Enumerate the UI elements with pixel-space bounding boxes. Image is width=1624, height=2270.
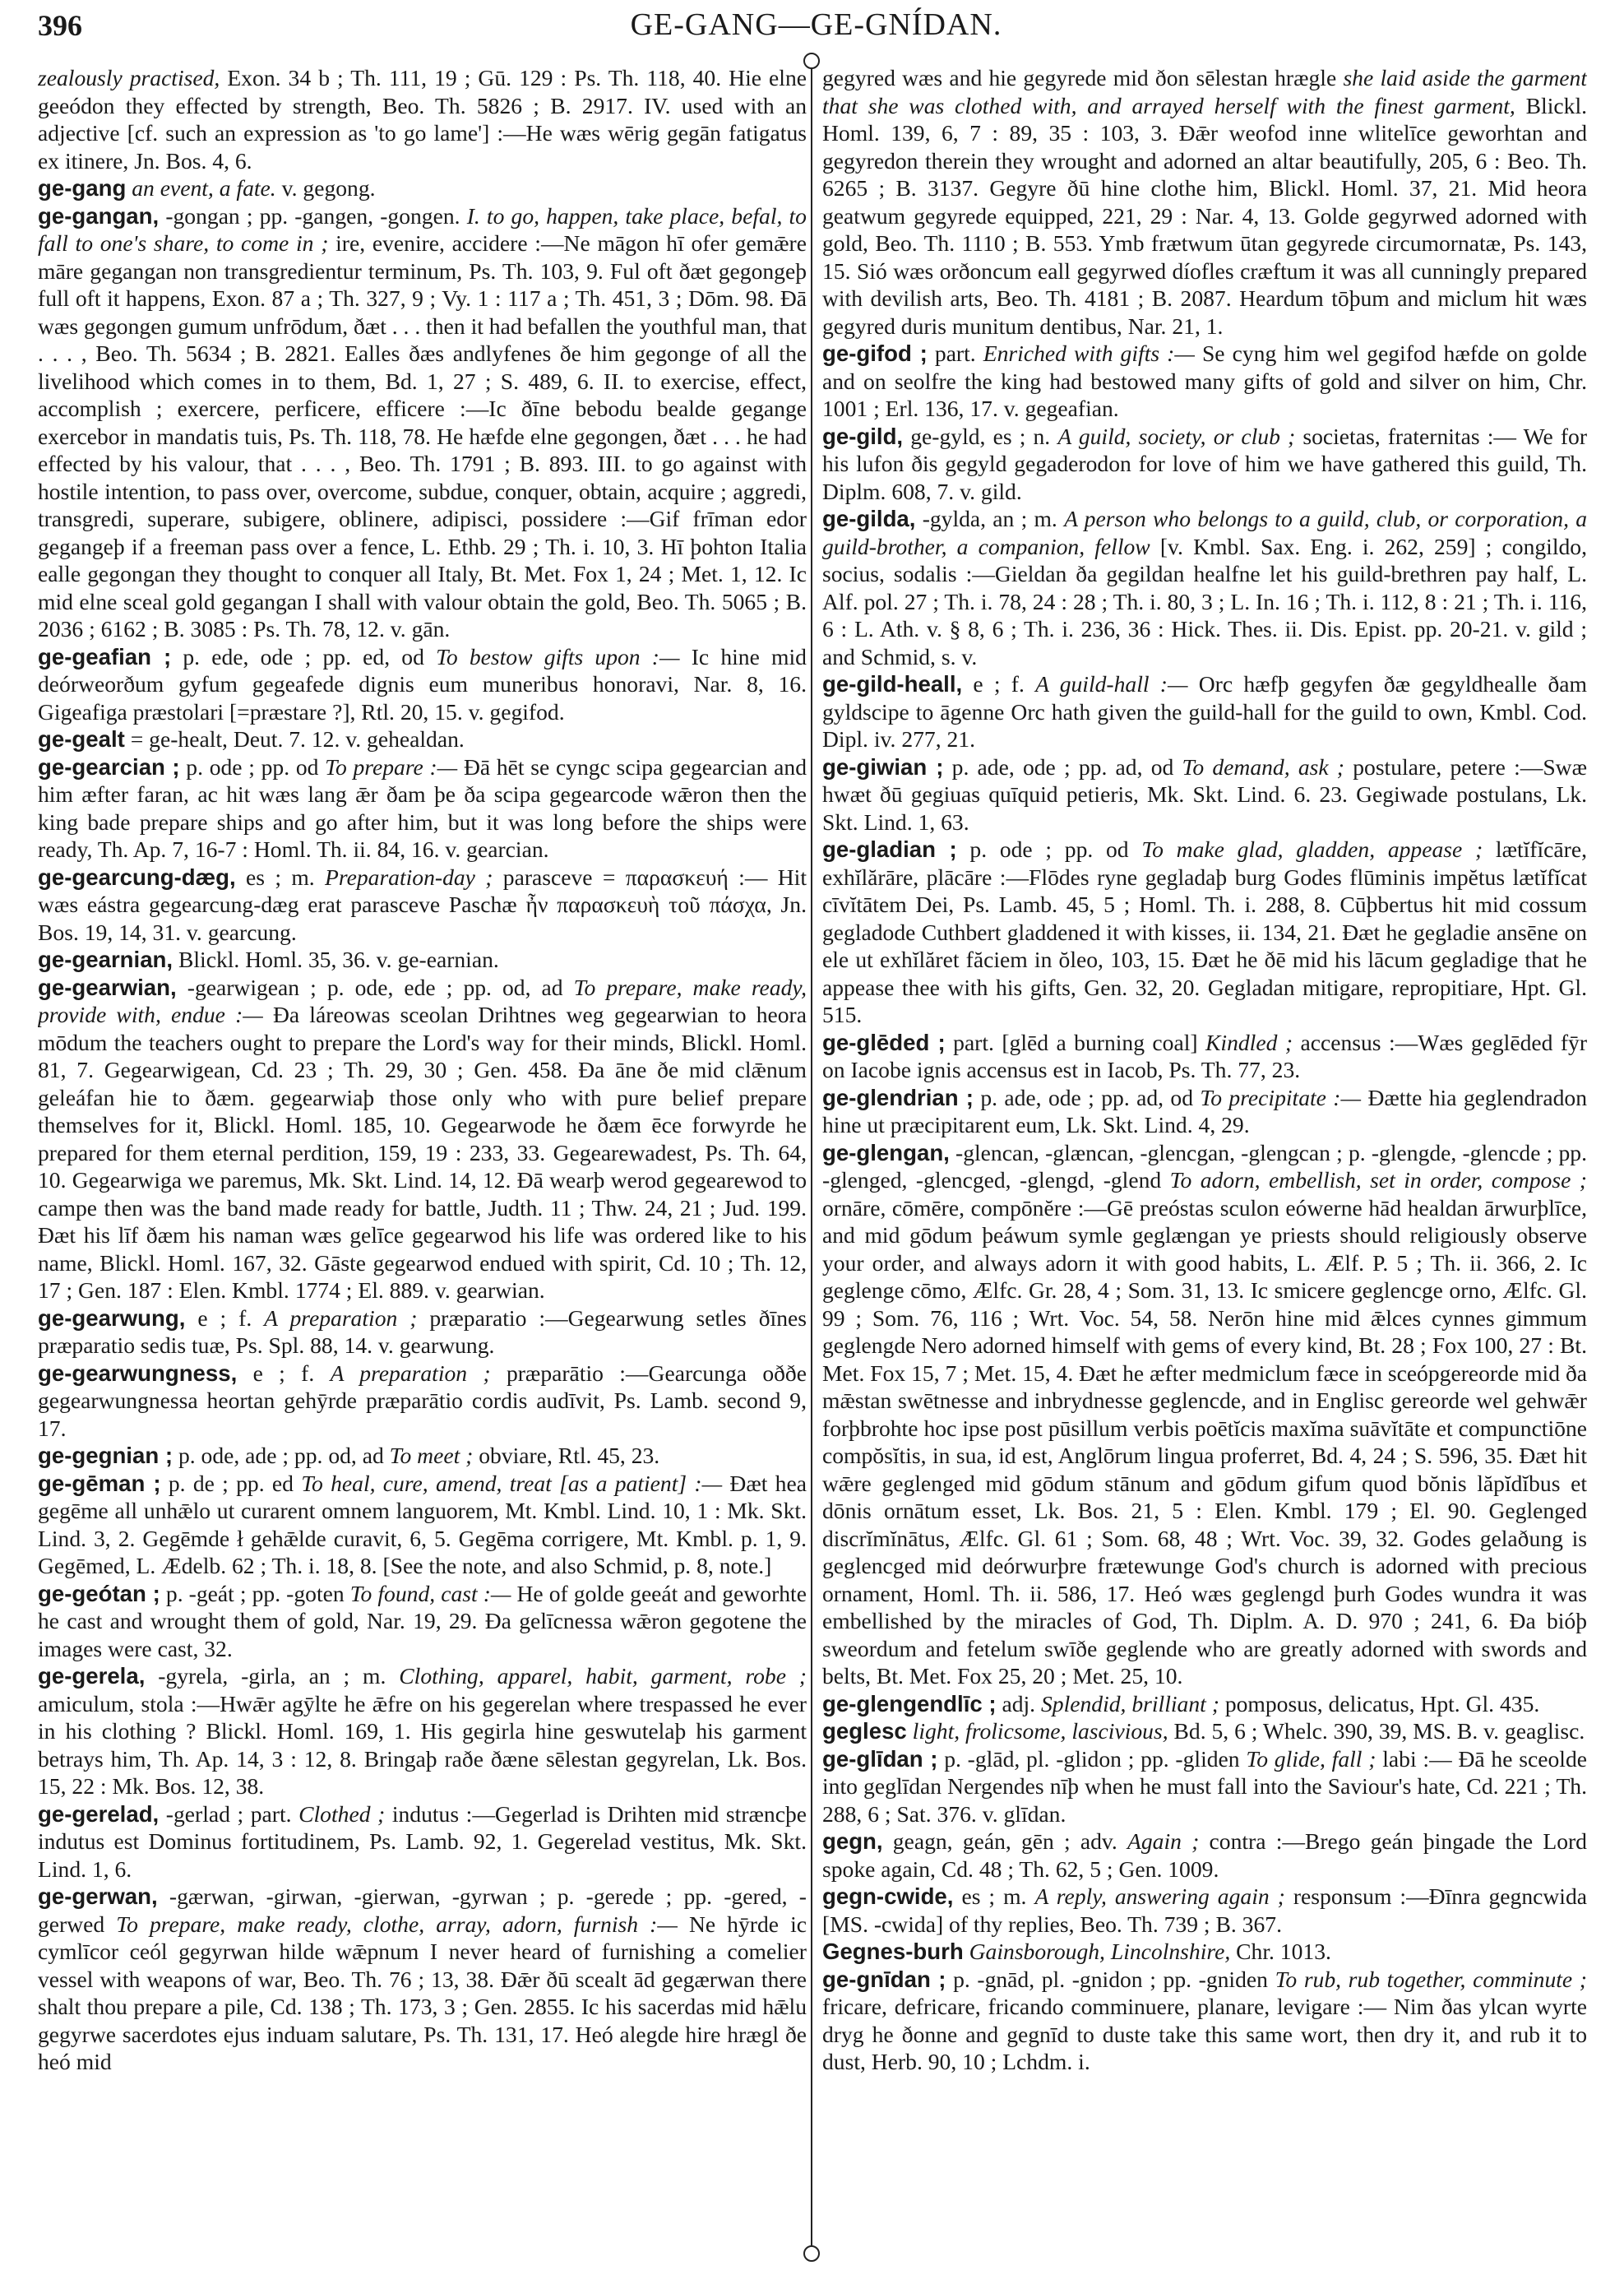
entry-translation: To found, cast :— xyxy=(349,1580,511,1606)
entry-headword: ge-giwian ; xyxy=(822,753,944,780)
entry-headword: Gegnes-burh xyxy=(822,1939,964,1964)
entry-headword: ge-gild, xyxy=(822,423,904,449)
entry-body: ire, evenire, accidere :—Ne māgon hī ofer gemǣre māre gegangan non transgredientur terminum, Ps. Th. 103, 9. Ful oft ðæt gegongeþ full oft it happens, Exon. 87 a ; Th. 327, 9 ; Vy. 1 : 117 a ; Th. 451, 3 ; Dōm. 98. Ðā wæs gegongen gumum unfrōdum, ðæt . . . then it had befallen the youthful man, that . . . , Beo. Th. 5634 ; B. 2821. Ealles ðæs andlyfenes ðe him gegonge of all the livelihood which comes in to them, Bd. 1, 27 ; S. 489, 6. II. to exercise, effect, accomplish ; exercere, perficere, efficere :—Ic ðīne bebodu bealde gegange exercebor in mandatis tuis, Ps. Th. 118, 78. He hæfde elne gegongen, ðæt . . . he had effected by his valour, that . . . , Beo. Th. 1791 ; B. 893. III. to go against with hostile intention, to pass over, overcome, subdue, conquer, obtain, acquire ; aggredi, transgredi, superare, subigere, oblinere, adipisci, possidere :—Gif frīman edor gegangeþ if a freeman pass over a fence, L. Ethb. 29 ; Th. i. 10, 3. Hī þohton Italia ealle gegongan they thought to conquer all Italy, Bt. Met. Fox 1, 24 ; Met. 1, 12. Ic mid elne sceal gold gegangan I shall with valour obtain the gold, Beo. Th. 5065 ; B. 2036 ; 6162 ; B. 3085 : Ps. Th. 78, 12. v. gān. xyxy=(38,230,807,642)
entry-body: Chr. 1013. xyxy=(1236,1939,1331,1964)
dictionary-entry xyxy=(822,1139,1587,1690)
entry-translation: A reply, answering again ; xyxy=(1034,1883,1285,1909)
entry-translation: Kindled ; xyxy=(1205,1029,1293,1055)
entry-headword: ge-gearwungness, xyxy=(38,1360,238,1386)
entry-body: obviare, Rtl. 45, 23. xyxy=(479,1443,660,1468)
entry-body: Se cyng him wel gegifod hæfde on golde and on seolfre the king had bestowed many gifts of gold and silver on him, Chr. 1001 ; Erl. 136, 17. v. gegeafian. xyxy=(822,340,1587,421)
entry-translation: To precipitate :— xyxy=(1200,1084,1362,1110)
entry-headword: gegn-cwide, xyxy=(822,1883,954,1909)
dictionary-entry xyxy=(38,202,807,643)
entry-headword: ge-gearwian, xyxy=(38,974,177,1000)
entry-body: Ðā hēt se cyngc scipa gegearcian and him æfter faran, ac hit wæs lang ǣr ðam þe ða scipa gegearcode wǣron then the king bade prepare ships and go after him, but it was long before the ships were ready, Th. Ap. 7, 16-7 : Homl. Th. ii. 84, 16. v. gearcian. xyxy=(38,753,807,862)
entry-grammar: adj. xyxy=(1002,1690,1036,1716)
entry-headword: ge-gangan, xyxy=(38,202,160,229)
entry-headword: ge-gladian ; xyxy=(822,836,957,862)
dictionary-entry xyxy=(38,725,807,753)
entry-body: postulare, petere :—Swæ hwæt ðū gegiuas quīquid petieris, Mk. Skt. Lind. 6. 23. Gegiwade postulans, Lk. Skt. Lind. 1, 63. xyxy=(822,753,1587,835)
column-divider xyxy=(811,58,812,2254)
dictionary-entry xyxy=(822,1717,1587,1745)
entry-grammar: p. ade, ode ; pp. ad, od xyxy=(980,1084,1194,1110)
entry-grammar: geagn, geán, gēn ; adv. xyxy=(892,1828,1117,1854)
entry-translation: Gainsborough, Lincolnshire, xyxy=(969,1939,1231,1964)
entry-translation: To prepare, make ready, provide with, endue :— xyxy=(38,974,807,1027)
entry-translation: A preparation ; xyxy=(330,1360,491,1386)
entry-body: lætĭfĭcāre, exhĭlărāre, plācāre :—Flōdes ryne gegladaþ burg Godes flūminis impĕtus lætĭfĭcat cīvĭtātem Dei, Ps. Lamb. 45, 5 ; Homl. Th. i. 288, 8. Cūþbertus hit mid cossum gegladode Cuthbert gladdened it with kisses, ii. 134, 21. Ðæt he gegladie ansēne on ele ut exhĭlăret făciem in ŏleo, 103, 15. Ðæt he ðē mid his lācum gegladige that he appease thee with his gifts, Gen. 32, 20. Gegladan mitigare, repropitiare, Hpt. Gl. 515. xyxy=(822,836,1587,1027)
dictionary-entry xyxy=(822,64,1587,340)
entry-grammar: -gærwan, -girwan, -gierwan, -gyrwan ; p. -gerede ; pp. -gered, -gerwed xyxy=(38,1883,807,1937)
entry-grammar: p. ode, ade ; pp. od, ad xyxy=(178,1443,384,1468)
entry-headword: ge-gearcian ; xyxy=(38,753,180,780)
entry-body: Ðæt hea gegēme all unhǣlo ut curarent omnem languorem, Mt. Kmbl. Lind. 10, 1 : Mk. Skt. Lind. 3, 2. Gegēmde ł gehǣlde curavit, 6, 5. Gegēma corrigere, Mt. Kmbl. p. 1, 9. Gegēmed, L. Ædelb. 62 ; Th. i. 18, 8. [See the note, and also Schmid, p. 8, note.] xyxy=(38,1470,807,1578)
entry-body: contra :—Brego geán þingade the Lord spoke again, Cd. 48 ; Th. 62, 5 ; Gen. 1009. xyxy=(822,1828,1587,1882)
dictionary-entry xyxy=(38,1800,807,1883)
entry-body: Ic hine mid deórweorðum gyfum gegeafede dignis eum muneribus honoravi, Nar. 8, 16. Gigeafiga præstolari [=præstare ?], Rtl. 20, 15. v. gegifod. xyxy=(38,643,807,725)
entry-body: parasceve = παρασκευή :— Hit wæs eástra gegearcung-dæg erat parasceve Paschæ ἦν παρασκευὴ τοῦ πάσχα, Jn. Bos. 19, 14, 31. v. gearcung. xyxy=(38,864,807,945)
entry-headword: ge-glēded ; xyxy=(822,1029,946,1055)
entry-translation: To glide, fall ; xyxy=(1246,1745,1376,1772)
entry-grammar: p. -geát ; pp. -goten xyxy=(165,1580,345,1606)
page-header xyxy=(33,7,1599,48)
entry-grammar: p. -glād, pl. -glidon ; pp. -gliden xyxy=(944,1745,1240,1772)
entry-headword: gegn, xyxy=(822,1828,883,1854)
entry-grammar: part. xyxy=(934,340,976,366)
entry-translation: A guild-hall :— xyxy=(1035,671,1188,697)
dictionary-entry xyxy=(822,753,1587,836)
dictionary-entry xyxy=(38,1883,807,2076)
dictionary-entry xyxy=(822,836,1587,1029)
dictionary-entry xyxy=(38,1470,807,1580)
entry-body: Ða láreowas sceolan Drihtnes weg gegearwian to heora mōdum the teachers ought to prepare the Lord's way for their minds, Blickl. Homl. 81, 7. Gegearwigean, Cd. 23 ; Th. 29, 30 ; Gen. 458. Ða āne ðe mid clǣnum geleáfan hie to ðæm. gegearwiaþ those only who with pure belief prepare themselves for it, Blickl. Homl. 185, 10. Gegearwode he ðæm ēce forwyrde he prepared for them eternal perdition, 159, 19 : 233, 33. Gegearewadest, Ps. Th. 64, 10. Gegearwiga we paremus, Mk. Skt. Lind. 14, 12. Ðā wearþ werod gegearewod to campe then was the band made ready for battle, Judth. 11 ; Thw. 24, 21 ; Jud. 199. Ðæt his līf ðæm his naman wæs gelīce gegearwod his life was ordered like to his name, Blickl. Homl. 167, 32. Gāste gegearwod endued with spirit, Cd. 10 ; Th. 12, 17 ; Gen. 187 : Elen. Kmbl. 1774 ; El. 889. v. gearwian. xyxy=(38,1002,807,1303)
entry-grammar: e ; f. xyxy=(252,1360,315,1386)
entry-headword: ge-gilda, xyxy=(822,506,916,531)
entry-body: indutus :—Gegerlad is Drihten mid stræncþe indutus est Dominus fortitudinem, Ps. Lamb. 92, 1. Gegerelad vestitus, Mk. Skt. Lind. 1, 6. xyxy=(38,1800,807,1882)
entry-translation: Clothing, apparel, habit, garment, robe ; xyxy=(399,1663,807,1689)
entry-headword: ge-geafian ; xyxy=(38,643,172,669)
entry-body: Ðætte hia geglendradon hine ut præcipitarent eum, Lk. Skt. Lind. 4, 29. xyxy=(822,1084,1587,1137)
entry-body: societas, fraternitas :— We for his lufon ðis gegyld gegaderodon for love of him we have gathered this guild, Th. Diplm. 608, 7. v. gild. xyxy=(822,423,1587,504)
entry-translation: A preparation ; xyxy=(264,1304,418,1331)
dictionary-entry xyxy=(822,1966,1587,2076)
dictionary-entry xyxy=(38,1442,807,1470)
dictionary-entry xyxy=(38,64,807,174)
entry-headword: ge-gearwung, xyxy=(38,1304,186,1331)
entry-translation: To demand, ask ; xyxy=(1182,753,1344,780)
entry-body: amiculum, stola :—Hwǣr agȳlte he ǣfre on his gegerelan where trespassed he ever in his clothing ? Blickl. Homl. 169, 1. His gegirla hine geswutelaþ his garment betrays him, Th. Ap. 14, 3 : 12, 8. Bringaþ raðe ðæne sēlestan gegyrelan, Lk. Bos. 15, 22 : Mk. Bos. 12, 38. xyxy=(38,1690,807,1799)
entry-body: v. gehealdan. xyxy=(345,726,465,752)
entry-translation: To prepare :— xyxy=(325,753,458,780)
entry-translation: To heal, cure, amend, treat [as a patient] :— xyxy=(301,1470,723,1496)
entry-headword: ge-gealt xyxy=(38,726,125,752)
entry-headword: ge-glīdan ; xyxy=(822,1745,938,1772)
entry-grammar: -gongan ; pp. -gangen, -gongen. xyxy=(165,202,460,229)
entry-body: Bd. 5, 6 ; Whelc. 390, 39, MS. B. v. geaglisc. xyxy=(1173,1718,1585,1744)
entry-body: ornāre, cōmēre, compōnĕre :—Gē preóstas sculon eówerne hād healdan ārwurþlīce, and mid gōdum þeáwum symle geglængan ye priests should religiously observe your order, and always adorn it with good habits, L. Ælf. P. 5 ; Th. ii. 366, 2. Ic geglenge cōmo, Ælfc. Gr. 28, 4 ; Som. 31, 13. Ic smicere geglencge orno, Ælfc. Gl. 99 ; Som. 76, 116 ; Wrt. Voc. 54, 58. Nerōn hine mid ǣlces cynnes gimmum geglengde Nero adorned himself with gems of every kind, Bt. 28 ; Fox 100, 27 : Bt. Met. Fox 15, 7 ; Met. 15, 4. Ðæt he æfter medmiclum fæce in sceópgereorde mid ða mǣstan swētnesse and inbrydnesse geglencde, and in Englisc gereorde wel gehwǣr forþbrohte hoc ipse post pūsillum verbis poētĭcis maxĭma suāvĭtāte et compunctiōne compŏsĭtis, in sua, id est, Anglōrum lingua proferret, Bd. 4, 24 ; S. 596, 35. Ðæt hit wǣre geglenged mid gōdum stānum and gōdum gifum quod bŏnis lăpĭdĭbus et dōnis ornātum esset, Lk. Bos. 21, 5 : Elen. Kmbl. 179 ; El. 90. Geglenged discrĭmĭnātus, Ælfc. Gl. 61 ; Som. 68, 48 ; Wrt. Voc. 39, 32. Godes gelaðung is geglencged mid deórwurþre frætewunge God's church is adorned with precious ornament, Homl. Th. ii. 586, 17. Heó wæs geglengd þurh Godes wundra it was embellished by the miracles of God, Th. Diplm. A. D. 970 ; 241, 6. Ða bióþ sweordum and fetelum swīðe geglende who are greatly adorned with swords and belts, Bt. Met. Fox 25, 20 ; Met. 25, 10. xyxy=(822,1194,1587,1689)
dictionary-entry xyxy=(38,1360,807,1443)
entry-grammar: gegyred wæs and hie gegyrede mid ðon sēlestan hrægle xyxy=(822,65,1337,90)
dictionary-entry xyxy=(38,174,807,202)
entry-headword: ge-gnīdan ; xyxy=(822,1966,946,1992)
entry-grammar: es ; m. xyxy=(246,864,315,890)
dictionary-entry xyxy=(822,1029,1587,1084)
entry-translation: To prepare, make ready, clothe, array, adorn, furnish :— xyxy=(116,1911,678,1937)
entry-headword: ge-gild-heall, xyxy=(822,671,963,697)
entry-translation: Again ; xyxy=(1127,1828,1200,1854)
dictionary-entry xyxy=(822,505,1587,670)
entry-body: præparatio :—Gegearwung setles ðīnes præparatio sedis tuæ, Ps. Spl. 88, 14. v. gearwung. xyxy=(38,1304,807,1358)
entry-grammar: -glencan, -glæncan, -glencgan, -glengcan ; p. -glengde, -glencde ; pp. -glenged, -glencged, -glengd, -glend xyxy=(822,1139,1587,1193)
entry-grammar: p. de ; pp. ed xyxy=(168,1470,294,1496)
entry-grammar: -gyrela, -girla, an ; m. xyxy=(158,1663,386,1689)
left-column xyxy=(38,64,807,2260)
entry-translation: To bestow gifts upon :— xyxy=(436,643,680,669)
entry-translation: an event, a fate. xyxy=(132,175,276,201)
entry-translation: A guild, society, or club ; xyxy=(1057,423,1296,449)
entry-grammar: p. ede, ode ; pp. ed, od xyxy=(183,643,424,669)
entry-headword: ge-gerwan, xyxy=(38,1883,158,1909)
entry-grammar: ge-gyld, es ; n. xyxy=(910,423,1051,449)
entry-headword: ge-gegnian ; xyxy=(38,1443,174,1468)
entry-translation: zealously practised, xyxy=(38,65,220,90)
entry-translation: Splendid, brilliant ; xyxy=(1040,1690,1219,1716)
entry-headword: ge-gang xyxy=(38,175,127,201)
entry-headword: ge-geótan ; xyxy=(38,1580,160,1606)
entry-translation: To meet ; xyxy=(389,1443,474,1468)
entry-grammar: -gylda, an ; m. xyxy=(922,506,1057,531)
dictionary-entry xyxy=(38,753,807,864)
entry-body: fricare, defricare, fricando comminuere, planare, levigare :— Nim ðas ylcan wyrte dryg he ðonne and gegnīd to duste take this same wort, then dry it, and rub it to dust, Herb. 90, 10 ; Lchdm. i. xyxy=(822,1994,1587,2074)
entry-translation: she laid aside the garment that she was clothed with, and arrayed herself with the finest garment, xyxy=(822,65,1587,118)
dictionary-entry xyxy=(822,340,1587,423)
entry-headword: ge-gēman ; xyxy=(38,1470,161,1496)
dictionary-entry xyxy=(822,1938,1587,1966)
dictionary-entry xyxy=(822,1745,1587,1828)
entry-body: pomposus, delicatus, Hpt. Gl. 435. xyxy=(1224,1690,1540,1716)
dictionary-entry xyxy=(822,1690,1587,1718)
entry-grammar: p. -gnād, pl. -gnidon ; pp. -gniden xyxy=(953,1966,1268,1992)
entry-translation: To make glad, gladden, appease ; xyxy=(1141,836,1483,862)
entry-body: responsum :—Ðīnra gegncwida [MS. -cwida] of thy replies, Beo. Th. 739 ; B. 367. xyxy=(822,1883,1587,1937)
entry-grammar: -gearwigean ; p. ode, ede ; pp. od, ad xyxy=(187,974,563,1000)
entry-grammar: e ; f. xyxy=(973,671,1025,697)
entry-translation: A person who belongs to a guild, club, or corporation, a guild-brother, a companion, fellow xyxy=(822,506,1587,559)
entry-body: v. gegong. xyxy=(281,175,376,201)
entry-body: [v. Kmbl. Sax. Eng. i. 262, 259] ; congildo, socius, sodalis :—Gieldan ða gegildan healfne let his guild-brethren pay half, L. Alf. pol. 27 ; Th. i. 78, 24 : 28 ; Th. i. 80, 3 ; L. In. 16 ; Th. i. 112, 8 : 21 ; Th. i. 116, 6 : L. Ath. v. § 8, 6 ; Th. i. 236, 36 : Hick. Thes. ii. Dis. Epist. pp. 20-21. v. gild ; and Schmid, s. v. xyxy=(822,533,1587,669)
entry-body: Exon. 34 b ; Th. 111, 19 ; Gū. 129 : Ps. Th. 118, 40. Hie elne geeódon they effected by strength, Beo. Th. 5826 ; B. 2917. IV. used with an adjective [cf. such an expression as 'to go lame'] :—He wæs wērig gegān fatigatus ex itinere, Jn. Bos. 4, 6. xyxy=(38,65,807,174)
entry-headword: ge-gerelad, xyxy=(38,1800,160,1827)
entry-translation: To rub, rub together, comminute ; xyxy=(1275,1966,1587,1992)
dictionary-entry xyxy=(822,1828,1587,1883)
entry-grammar: part. [glēd a burning coal] xyxy=(953,1029,1198,1055)
entry-translation: Enriched with gifts :— xyxy=(983,340,1195,366)
entry-grammar: p. ode ; pp. od xyxy=(186,753,319,780)
entry-headword: geglesc xyxy=(822,1718,907,1744)
entry-translation: light, frolicsome, lascivious, xyxy=(912,1718,1168,1744)
entry-headword: ge-gerela, xyxy=(38,1663,146,1689)
entry-headword: ge-glengan, xyxy=(822,1139,950,1165)
dictionary-entry xyxy=(822,1084,1587,1139)
dictionary-entry xyxy=(822,670,1587,753)
entry-grammar: e ; f. xyxy=(197,1304,252,1331)
entry-headword: ge-gearcung-dæg, xyxy=(38,864,236,890)
entry-body: Blickl. Homl. 139, 6, 7 : 89, 35 : 103, 3. Ðǣr weofod inne wlitelīce geworhtan and gegyredon therein they wrought and adorned an altar beautifully, 205, 6 : Beo. Th. 6265 ; B. 3137. Gegyre ðū hine clothe him, Blickl. Homl. 37, 21. Mid heora geatwum gegyrede equipped, 221, 29 : Nar. 4, 13. Golde gegyrwed adorned with gold, Beo. Th. 1110 ; B. 553. Ymb frætwum ūtan gegyrede circumornatæ, Ps. 143, 15. Sió wæs orðoncum eall gegyrwed díofles cræftum it was all cunningly prepared with devilish arts, Beo. Th. 4181 ; B. 2087. Heardum tōþum and miclum hit wæs gegyred duris munitum dentibus, Nar. 21, 1. xyxy=(822,92,1587,339)
dictionary-entry xyxy=(38,1304,807,1360)
entry-body: accensus :—Wæs geglēded fȳr on Iacobe ignis accensus est in Iacob, Ps. Th. 77, 23. xyxy=(822,1029,1587,1082)
entry-grammar: = ge-healt, Deut. 7. 12. xyxy=(130,726,340,752)
entry-body: He of golde geeát and geworhte he cast and wrought them of gold, Nar. 19, 29. Ða gelīcnessa wǣron gegotene the images were cast, 32. xyxy=(38,1580,807,1661)
dictionary-entry xyxy=(38,1662,807,1800)
dictionary-entry xyxy=(822,1883,1587,1938)
page-number: 396 xyxy=(38,9,82,42)
entry-grammar: p. ode ; pp. od xyxy=(969,836,1129,862)
entry-body: præparātio :—Gearcunga oððe gegearwungnessa heortan gehȳrde præparātio cordis audīvit, Ps. Lamb. second 9, 17. xyxy=(38,1360,807,1441)
entry-translation: I. to go, happen, take place, befal, to fall to one's share, to come in ; xyxy=(38,202,807,256)
entry-translation: Clothed ; xyxy=(298,1800,386,1827)
entry-headword: ge-gearnian, xyxy=(38,947,174,972)
dictionary-entry xyxy=(38,946,807,974)
entry-body: Ne hȳrde ic cymlīcor ceól gegyrwan hilde wǣpnum I never heard of furnishing a comelier vessel with weapons of war, Beo. Th. 76 ; 13, 38. Ðǣr ðū scealt ād gegærwan there shalt thou prepare a pile, Cd. 138 ; Th. 173, 3 ; Gen. 2855. Ic his sacerdas mid hǣlu gegyrwe sacerdotes ejus induam salutare, Ps. Th. 131, 17. Heó alegde hire hrægl ðe heó mid xyxy=(38,1911,807,2074)
entry-headword: ge-gifod ; xyxy=(822,340,928,366)
entry-grammar: -gerlad ; part. xyxy=(165,1800,292,1827)
dictionary-entry xyxy=(38,974,807,1304)
dictionary-entry xyxy=(38,1580,807,1663)
right-column xyxy=(822,64,1587,2260)
entry-body: v. ge-earnian. xyxy=(376,947,499,972)
entry-headword: ge-glengendlīc ; xyxy=(822,1690,997,1716)
entry-translation: Preparation-day ; xyxy=(325,864,493,890)
entry-body: labi :— Ðā he sceolde into geglīdan Nergendes nīþ when he must fall into the Saviour's hate, Cd. 221 ; Th. 288, 6 ; Sat. 376. v. glīdan. xyxy=(822,1745,1587,1827)
dictionary-entry xyxy=(38,643,807,726)
entry-body: Orc hæfþ gegyfen ðæ gegyldhealle ðam gyldscipe to āgenne Orc hath given the guild-hall for the guild to own, Kmbl. Cod. Dipl. iv. 277, 21. xyxy=(822,671,1587,752)
entry-translation: To adorn, embellish, set in order, compose ; xyxy=(1169,1167,1587,1193)
entry-headword: ge-glendrian ; xyxy=(822,1084,974,1110)
entry-grammar: Blickl. Homl. 35, 36. xyxy=(178,947,371,972)
entry-grammar: p. ade, ode ; pp. ad, od xyxy=(951,753,1174,780)
running-head: GE-GANG—GE-GNÍDAN. xyxy=(630,7,1002,42)
entry-grammar: es ; m. xyxy=(961,1883,1027,1909)
dictionary-entry xyxy=(822,423,1587,506)
dictionary-entry xyxy=(38,864,807,947)
